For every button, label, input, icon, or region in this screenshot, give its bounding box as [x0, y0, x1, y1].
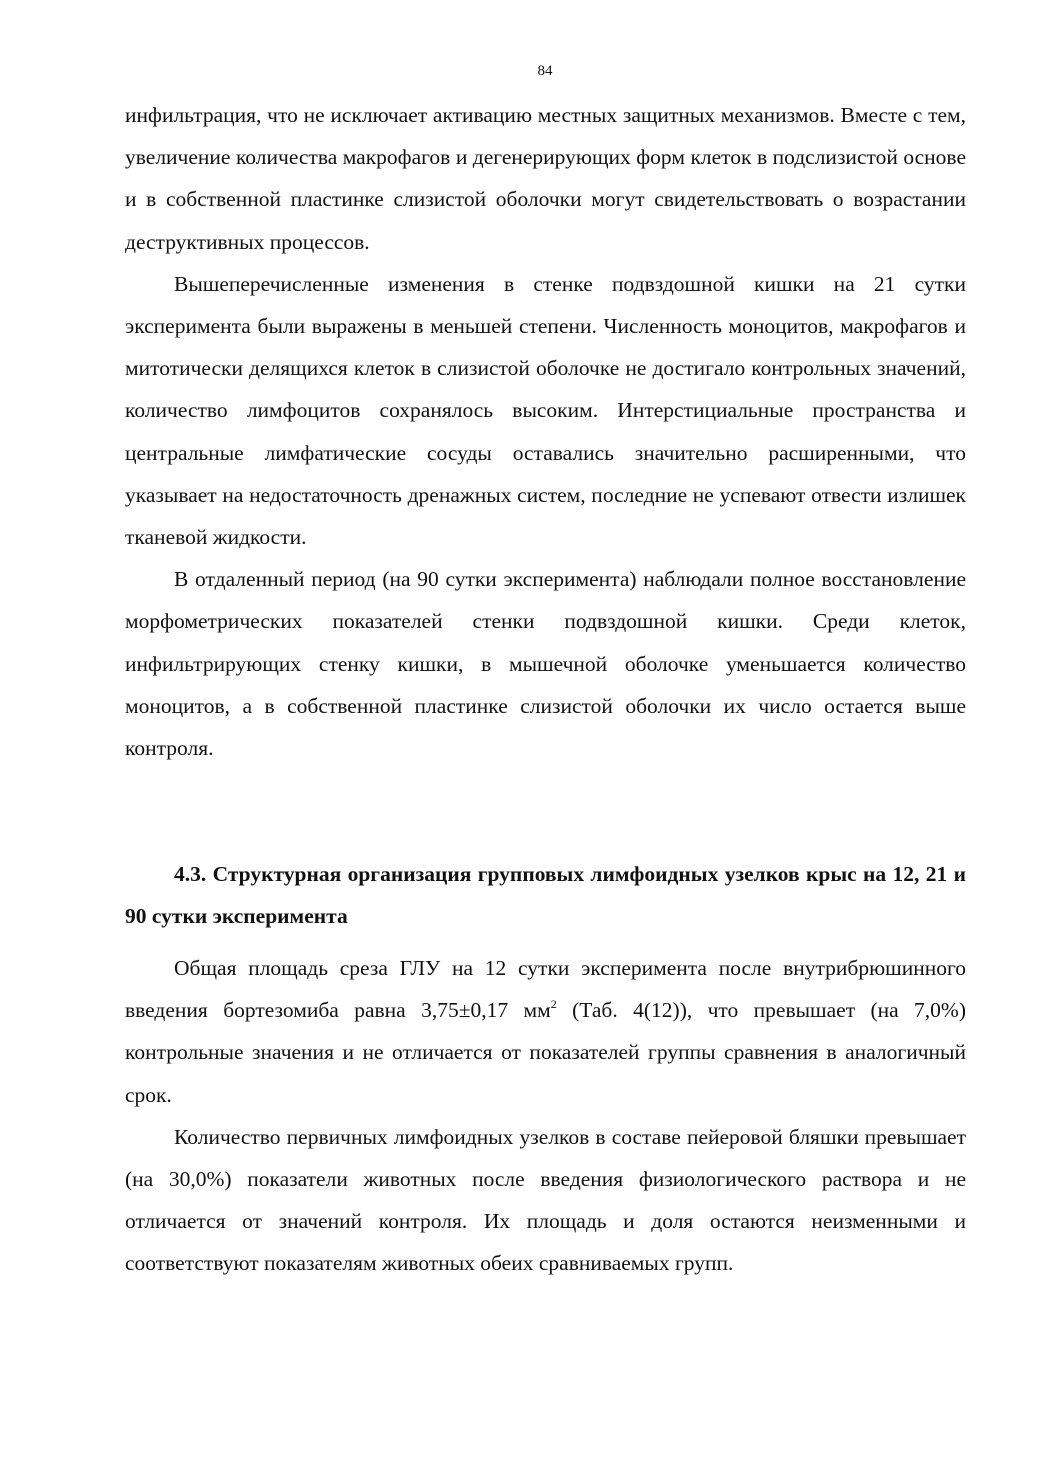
page-number: 84 — [537, 63, 553, 79]
paragraph-primary-nodules: Количество первичных лимфоидных узелков в составе пейеровой бляшки превышает (на 30,0%) показатели животных после введения физиологического раствора и не отличается от значений контроля. Их площадь и доля остаются неизменными и соответствуют показателям животных обеих сравниваемых групп. — [125, 1124, 966, 1276]
paragraph-day-90: В отдаленный период (на 90 сутки эксперимента) наблюдали полное восстановление морфометрических показателей стенки подвздошной кишки. Среди клеток, инфильтрирующих стенку кишки, в мышечной оболочке уменьшается количество моноцитов, а в собственной пластинке слизистой оболочки их число остается выше контроля. — [125, 567, 966, 761]
section-heading: 4.3. Структурная организация групповых лимфоидных узелков крыс на 12, 21 и 90 сутки эксперимента — [125, 862, 966, 929]
superscript-2: 2 — [550, 997, 557, 1012]
body-text-bottom — [125, 947, 966, 1285]
paragraph-day-21: Вышеперечисленные изменения в стенке подвздошной кишки на 21 сутки эксперимента были выражены в меньшей степени. Численность моноцитов, макрофагов и митотически делящихся клеток в слизистой оболочке не достигало контрольных значений, количество лимфоцитов сохранялось высоким. Интерстициальные пространства и центральные лимфатические сосуды оставались значительно расширенными, что указывает на недостаточность дренажных систем, последние не успевают отвести излишек тканевой жидкости. — [125, 271, 966, 550]
paragraph-total-area-text-end: (Таб. 4(12)), что превышает (на 7,0%) контрольные значения и не отличается от показателей группы сравнения в аналогичный срок. — [125, 998, 966, 1107]
paragraph-continuation: инфильтрация, что не исключает активацию местных защитных механизмов. Вместе с тем, увеличение количества макрофагов и дегенерирующих форм клеток в подслизистой основе и в собственной пластинке слизистой оболочки могут свидетельствовать о возрастании деструктивных процессов. — [125, 103, 966, 254]
body-text-top — [125, 94, 966, 769]
paragraph-total-area-text: Общая площадь среза ГЛУ на 12 сутки эксперимента после внутрибрюшинного введения бортезомиба равна 3,75±0,17 мм — [125, 956, 966, 1023]
paragraph-total-area — [125, 947, 966, 1116]
